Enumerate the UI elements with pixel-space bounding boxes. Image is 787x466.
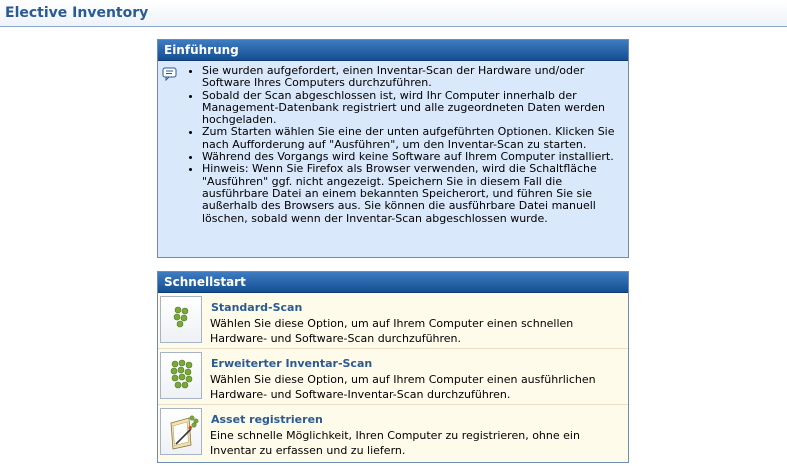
quickstart-option-register-asset[interactable] [158,405,628,460]
intro-panel-header: Einführung [158,40,628,61]
app-header [0,0,787,27]
standard-scan-description: Wählen Sie diese Option, um auf Ihrem Computer einen schnellen Hardware- und Software-Scan durchzuführen. [210,317,574,345]
quickstart-option-extended-scan[interactable] [158,349,628,405]
standard-scan-link[interactable]: Standard-Scan [211,301,303,314]
intro-bullet-list [184,65,618,225]
register-asset-description: Eine schnelle Möglichkeit, Ihren Computer zu registrieren, ohne ein Inventar zu erfassen und zu liefern. [210,429,580,457]
intro-bullet: • Zum Starten wählen Sie eine der unten aufgeführten Optionen. Klicken Sie nach Aufforderung auf "Ausführen", um den Inventar-Scan zu starten. [202,126,618,151]
info-bubble-icon [162,67,178,81]
intro-bullet: • Sie wurden aufgefordert, einen Inventar-Scan der Hardware und/oder Software Ihres Computers durchzuführen. [202,65,618,90]
extended-scan-description: Wählen Sie diese Option, um auf Ihrem Computer einen ausführlichen Hardware- und Software-Inventar-Scan durchzuführen. [210,373,596,401]
quickstart-panel-header: Schnellstart [158,272,628,293]
small-dots-cluster-icon[interactable] [160,296,202,343]
register-asset-icon[interactable] [160,408,202,455]
register-asset-link[interactable]: Asset registrieren [211,413,323,426]
intro-bullet: • Sobald der Scan abgeschlossen ist, wird Ihr Computer innerhalb der Management-Datenbank registriert und alle zugeordneten Daten werden hochgeladen. [202,90,618,127]
intro-panel [157,39,629,258]
app-title: Elective Inventory [5,5,149,21]
large-dots-cluster-icon[interactable] [160,352,202,399]
intro-bullet: • Während des Vorgangs wird keine Software auf Ihrem Computer installiert. [202,151,618,163]
quickstart-option-standard-scan[interactable] [158,293,628,349]
intro-panel-body [158,61,628,225]
quickstart-panel [157,271,629,463]
intro-bullet: • Hinweis: Wenn Sie Firefox als Browser verwenden, wird die Schaltfläche "Ausführen" ggf. nicht angezeigt. Speichern Sie in diesem Fall die ausführbare Datei an einem bekannten Speicherort, und führen Sie sie außerhalb des Browsers aus. Sie können die ausführbare Datei manuell löschen, sobald wenn der Inventar-Scan abgeschlossen wurde. [202,163,618,224]
extended-scan-link[interactable]: Erweiterter Inventar-Scan [211,357,373,370]
